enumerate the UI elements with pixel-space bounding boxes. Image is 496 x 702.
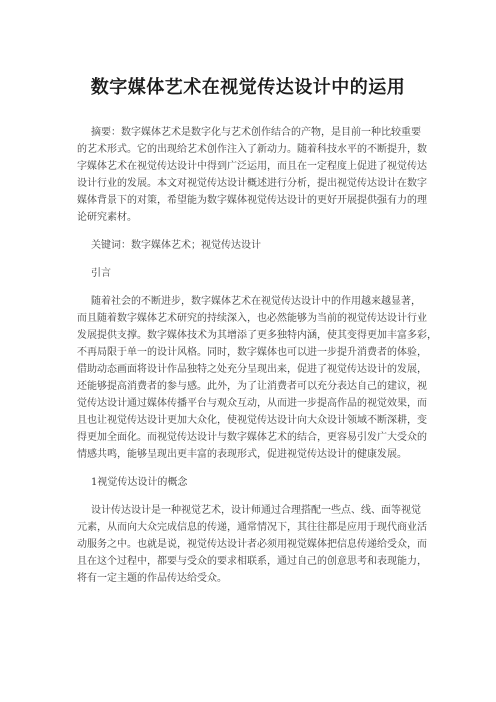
intro-heading: 引言 (91, 268, 111, 279)
intro-line: 借助动态画面将设计作品独特之处充分呈现出来，促进了视觉传达设计的发展， (77, 364, 427, 375)
intro-line: 随着社会的不断进步，数字媒体艺术在视觉传达设计中的作用越来越显著， (91, 296, 421, 307)
abstract-line: 摘要：数字媒体艺术是数字化与艺术创作结合的产物，是目前一种比较重要 (91, 127, 421, 138)
intro-line: 不再局限于单一的设计风格。同时，数字媒体也可以进一步提升消费者的体验， (77, 347, 427, 358)
intro-line: 且也让视觉传达设计更加大众化，使视觉传达设计向大众设计领域不断深耕，变 (77, 415, 427, 426)
abstract-line: 媒体背景下的对策，希望能为数字媒体视觉传达设计的更好开展提供强有力的理 (77, 195, 427, 206)
section1-line: 设计传达设计是一种视觉艺术，设计师通过合理搭配一些点、线、面等视觉 (91, 505, 421, 516)
intro-line: 而且随着数字媒体艺术研究的持续深入，也必然能够为当前的视觉传达设计行业 (77, 313, 427, 324)
intro-line: 得更加全面化。而视觉传达设计与数字媒体艺术的结合，更容易引发广大受众的 (77, 432, 427, 443)
intro-line: 发展提供支撑。数字媒体技术为其增添了更多独特内涵，使其变得更加丰富多彩， (77, 330, 437, 341)
section1-line: 动服务之中。也就是说，视觉传达设计者必须用视觉媒体把信息传递给受众，而 (77, 539, 427, 550)
document-title: 数字媒体艺术在视觉传达设计中的运用 (90, 77, 406, 98)
intro-line: 觉传达设计通过媒体传播平台与观众互动，从而进一步提高作品的视觉效果，而 (77, 398, 427, 409)
section1-line: 元素，从而向大众完成信息的传递，通常情况下，其往往都是应用于现代商业活 (77, 522, 427, 533)
section1-heading: 1视觉传达设计的概念 (91, 477, 188, 488)
abstract-line: 的艺术形式。它的出现给艺术创作注入了新动力。随着科技水平的不断提升，数 (77, 144, 427, 155)
keywords-line: 关键词：数字媒体艺术；视觉传达设计 (91, 240, 261, 251)
section1-line: 且在这个过程中，都要与受众的要求相联系，通过自己的创意思考和表现能力， (77, 556, 427, 567)
abstract-line: 设计行业的发展。本文对视觉传达设计概述进行分析，提出视觉传达设计在数字 (77, 178, 427, 189)
abstract-line: 字媒体艺术在视觉传达设计中得到广泛运用，而且在一定程度上促进了视觉传达 (77, 161, 427, 172)
intro-line: 还能够提高消费者的参与感。此外，为了让消费者可以充分表达自己的建议，视 (77, 381, 427, 392)
abstract-line: 论研究素材。 (77, 212, 137, 223)
section1-line: 将有一定主题的作品传达给受众。 (77, 573, 227, 584)
intro-line: 情感共鸣，能够呈现出更丰富的表现形式，促进视觉传达设计的健康发展。 (77, 449, 407, 460)
